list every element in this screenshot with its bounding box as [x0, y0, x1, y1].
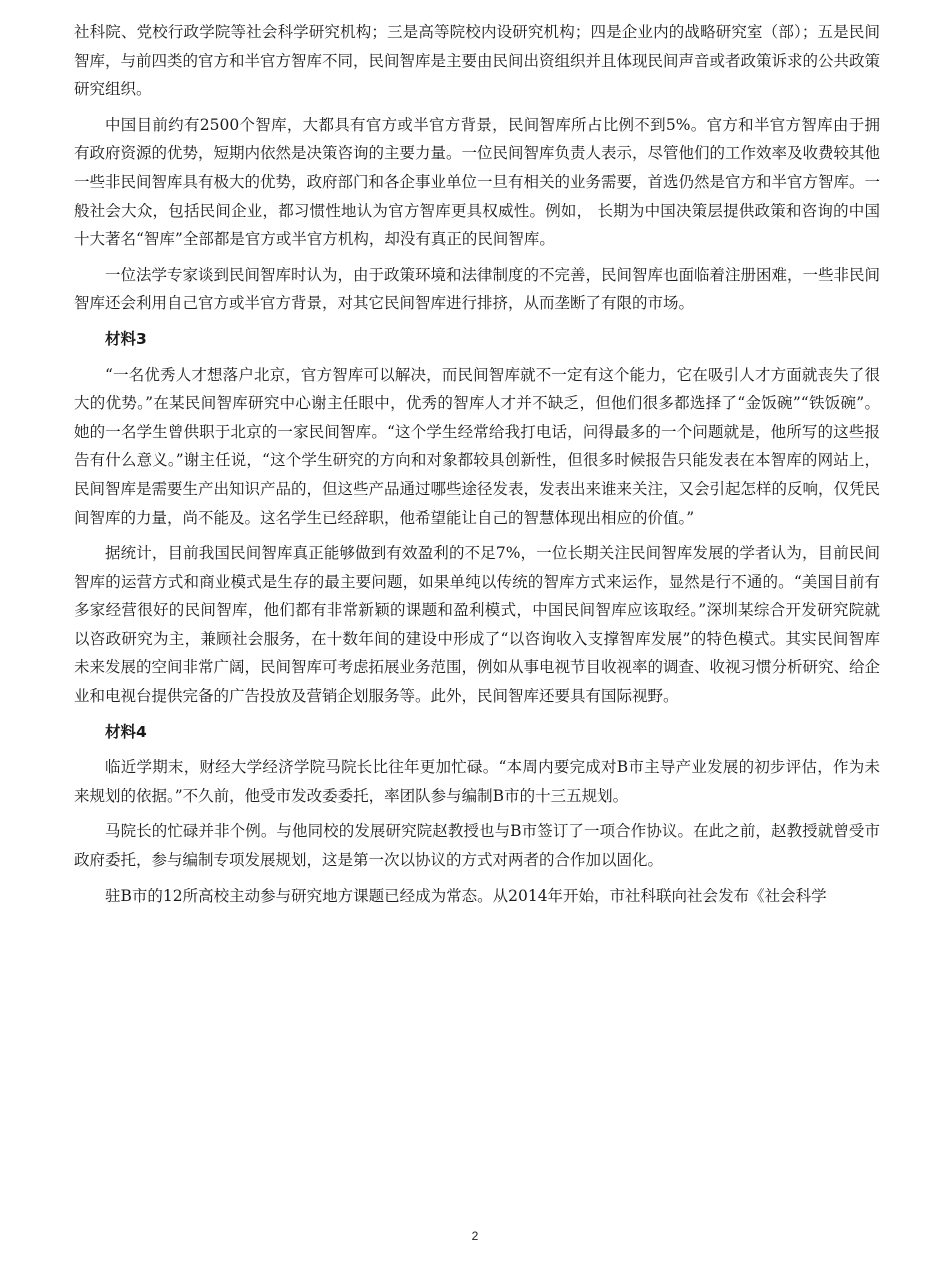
document-body: [74, 18, 880, 917]
material3-heading: 材料3: [105, 329, 147, 348]
material4-paragraph-1: 临近学期末，财经大学经济学院马院长比往年更加忙碌。“本周内要完成对B市主导产业发展的初步评估，作为未来规划的依据。”不久前，他受市发改委委托，率团队参与编制B市的十三五规划。: [74, 758, 880, 805]
page-number: 2: [471, 1229, 479, 1243]
paragraph-intro-1: 社科院、党校行政学院等社会科学研究机构；三是高等院校内设研究机构；四是企业内的战略研究室（部）；五是民间智库，与前四类的官方和半官方智库不同，民间智库是主要由民间出资组织并且体现民间声音或者政策诉求的公共政策研究组织。: [74, 23, 881, 99]
paragraph-intro-2: 中国目前约有2500个智库，大都具有官方或半官方背景，民间智库所占比例不到5%。官方和半官方智库由于拥有政府资源的优势，短期内依然是决策咨询的主要力量。一位民间智库负责人表示，尽管他们的工作效率及收费较其他一些非民间智库具有极大的优势，政府部门和各企事业单位一旦有相关的业务需要，首选仍然是官方和半官方智库。一般社会大众，包括民间企业，都习惯性地认为官方智库更具权威性。例如， 长期为中国决策层提供政策和咨询的中国十大著名“智库”全部都是官方或半官方机构，却没有真正的民间智库。: [74, 115, 881, 249]
material4-heading: 材料4: [105, 722, 147, 741]
paragraph-intro-3: 一位法学专家谈到民间智库时认为，由于政策环境和法律制度的不完善，民间智库也面临着注册困难，一些非民间智库还会利用自己官方或半官方背景，对其它民间智库进行排挤，从而垄断了有限的市场。: [74, 265, 881, 313]
material4-paragraph-2: 马院长的忙碌并非个例。与他同校的发展研究院赵教授也与B市签订了一项合作协议。在此之前，赵教授就曾受市政府委托，参与编制专项发展规划，这是第一次以协议的方式对两者的合作加以固化。: [74, 822, 880, 870]
material3-paragraph-1: “一名优秀人才想落户北京，官方智库可以解决，而民间智库就不一定有这个能力，它在吸引人才方面就丧失了很大的优势。”在某民间智库研究中心谢主任眼中，优秀的智库人才并不缺乏，但他们很多都选择了“金饭碗”“铁饭碗”。她的一名学生曾供职于北京的一家民间智库。“这个学生经常给我打电话，问得最多的一个问题就是，他所写的这些报告有什么意义。”谢主任说，“这个学生研究的方向和对象都较具创新性，但很多时候报告只能发表在本智库的网站上，民间智库是需要生产出知识产品的，但这些产品通过哪些途径发表，发表出来谁来关注，又会引起怎样的反响，仅凭民间智库的力量，尚不能及。这名学生已经辞职，他希望能让自己的智慧体现出相应的价值。”: [74, 365, 881, 527]
material3-paragraph-2: 据统计，目前我国民间智库真正能够做到有效盈利的不足7%，一位长期关注民间智库发展的学者认为，目前民间智库的运营方式和商业模式是生存的最主要问题，如果单纯以传统的智库方式来运作，显然是行不通的。“美国目前有多家经营很好的民间智库，他们都有非常新颖的课题和盈利模式，中国民间智库应该取经。”深圳某综合开发研究院就以咨政研究为主，兼顾社会服务，在十数年间的建设中形成了“以咨询收入支撑智库发展”的特色模式。其实民间智库未来发展的空间非常广阔，民间智库可考虑拓展业务范围，例如从事电视节目收视率的调查、收视习惯分析研究、给企业和电视台提供完备的广告投放及营销企划服务等。此外，民间智库还要具有国际视野。: [74, 544, 881, 706]
material4-paragraph-3: 驻B市的12所高校主动参与研究地方课题已经成为常态。从2014年开始，市社科联向社会发布《社会科学: [105, 886, 827, 905]
